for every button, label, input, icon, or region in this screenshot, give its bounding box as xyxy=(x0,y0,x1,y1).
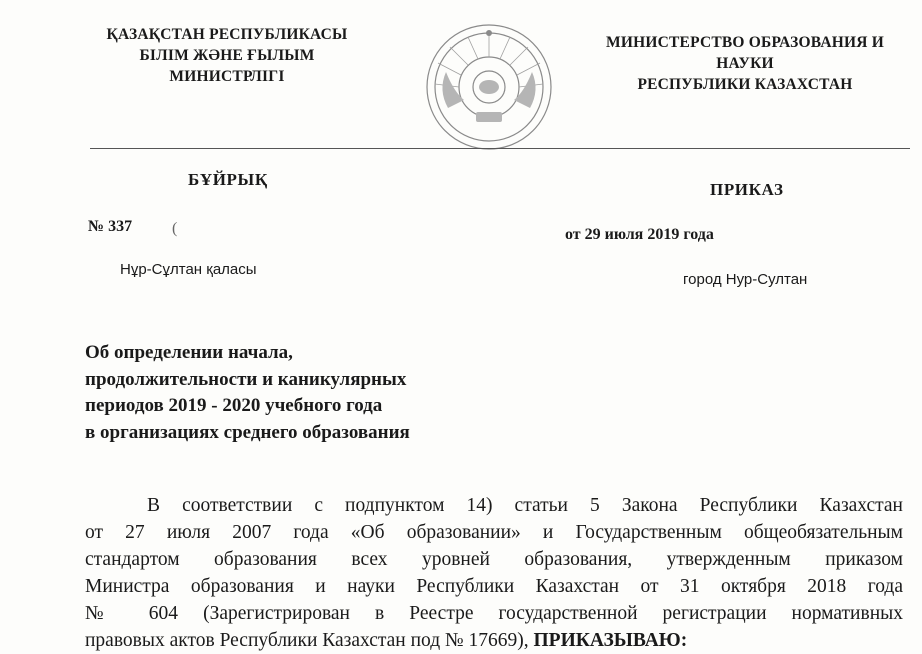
header-ru-line: НАУКИ xyxy=(716,55,774,72)
order-date: от 29 июля 2019 года xyxy=(565,226,714,243)
order-title-kz: БҰЙРЫҚ xyxy=(188,170,268,189)
order-number: № 337 xyxy=(88,218,133,235)
header-kz-line: БІЛІМ ЖӘНЕ ҒЫЛЫМ xyxy=(139,47,315,64)
header-ministry-kz xyxy=(92,24,362,87)
body-final-line xyxy=(85,627,903,654)
subject-line: в организациях среднего образования xyxy=(85,421,410,443)
state-emblem-icon xyxy=(418,20,560,154)
subject-line: продолжительности и каникулярных xyxy=(85,368,407,390)
order-command: ПРИКАЗЫВАЮ: xyxy=(533,630,688,651)
order-title-ru: ПРИКАЗ xyxy=(710,180,784,199)
body-line: Министра образования и науки Республики Казахстан от 31 октября 2018 года xyxy=(85,576,903,597)
body-line: В соответствии с подпунктом 14) статьи 5 Закона Республики Казахстан xyxy=(147,495,903,516)
body-line: № 604 (Зарегистрирован в Реестре государственной регистрации нормативных xyxy=(85,603,903,624)
order-city-ru: город Нур-Султан xyxy=(683,271,808,288)
body-line: стандартом образования всех уровней образования, утвержденным приказом xyxy=(85,549,903,570)
header-kz-line: МИНИСТРЛІГІ xyxy=(169,68,285,85)
order-body xyxy=(85,492,903,654)
body-line: правовых актов Республики Казахстан под № 17669), xyxy=(85,630,529,651)
header-divider xyxy=(90,148,910,149)
header-ru-line: РЕСПУБЛИКИ КАЗАХСТАН xyxy=(637,76,853,93)
order-subject xyxy=(85,340,505,446)
header-ru-line: МИНИСТЕРСТВО ОБРАЗОВАНИЯ И xyxy=(606,34,884,51)
subject-line: Об определении начала, xyxy=(85,342,293,363)
header-kz-line: ҚАЗАҚСТАН РЕСПУБЛИКАСЫ xyxy=(106,26,348,43)
body-line: от 27 июля 2007 года «Об образовании» и Государственным общеобязательным xyxy=(85,522,903,543)
subject-line: периодов 2019 - 2020 учебного года xyxy=(85,395,383,416)
order-number-mark: ( xyxy=(172,220,178,237)
header-ministry-ru xyxy=(595,32,895,95)
order-city-kz: Нұр-Сұлтан қаласы xyxy=(120,261,257,278)
